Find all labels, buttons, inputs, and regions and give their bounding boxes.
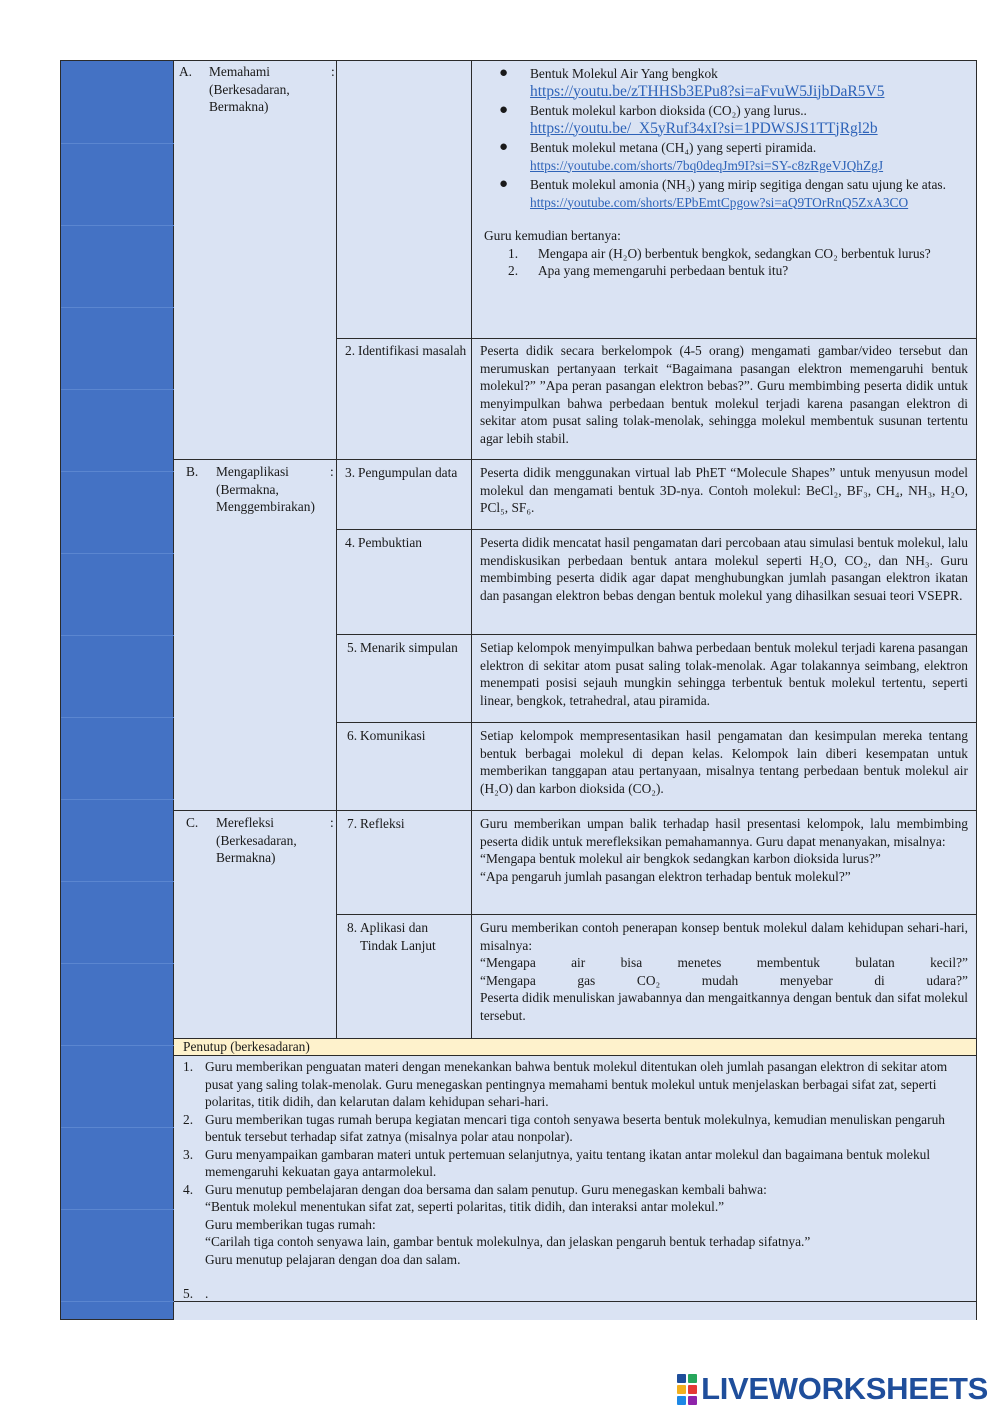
step-desc: Guru memberikan contoh penerapan konsep bentuk molekul dalam kehidupan sehari-hari, misalnya:: [480, 920, 968, 953]
penutup-number: 3.: [183, 1146, 194, 1162]
penutup-item: [174, 1285, 974, 1303]
step-number: 3.: [345, 465, 356, 480]
video-link[interactable]: https://youtu.be/_X5yRuf34xI?si=1PDWSJS1TTjRgl2b: [530, 119, 878, 137]
step-name: Aplikasi dan Tindak Lanjut: [360, 920, 436, 953]
penutup-line: Guru memberikan tugas rumah:: [205, 1216, 376, 1232]
step-quote: “Mengapa bentuk molekul air bengkok sedangkan karbon dioksida lurus?”: [480, 851, 881, 866]
step-quote: “Mengapa air bisa menetes membentuk bulatan kecil?”: [480, 955, 968, 970]
penutup-text: Guru memberikan penguatan materi dengan menekankan bahwa bentuk molekul ditentukan oleh jumlah pasangan elektron di sekitar atom pusat yang saling tolak-menolak. Guru menegaskan pentingnya memahami bentuk molekul untuk menjelaskan berbagai sifat zat, seperti polaritas, titik didih, dan kelarutan dalam kehidupan sehari-hari.: [205, 1059, 948, 1109]
step-quote: “Apa pengaruh jumlah pasangan elektron terhadap bentuk molekul?”: [480, 868, 851, 884]
step-desc-block: [480, 919, 968, 1024]
phase-colon: :: [330, 815, 334, 830]
video-list: [472, 65, 970, 211]
step-quote: “Mengapa gas CO₂ mudah menyebar di udara?”: [480, 972, 968, 988]
step-label: [345, 464, 467, 482]
question-number: 1.: [508, 245, 519, 261]
video-item: ● Bentuk molekul amonia (NH₃) yang mirip segitiga dengan satu ujung ke atas. https://youtube.com/shorts/EPbEmtCpgow?si=aQ9TOrRnQ5ZxA3CO: [472, 176, 970, 211]
step-number: 8.: [347, 920, 358, 935]
step-desc: Peserta didik mencatat hasil pengamatan dari percobaan atau simulasi bentuk molekul, lalu mendiskusikan perbedaan bentuk antara molekul seperti H₂O, CO₂, dan NH₃. Guru membimbing peserta didik agar dapat menghubungkan jumlah pasangan elektron ikatan dan pasangan elektron bebas dengan bentuk molekul yang dihasilkan sesuai teori VSEPR.: [480, 535, 968, 603]
penutup-item: [174, 1146, 974, 1181]
phase-colon: :: [331, 64, 335, 79]
penutup-line: “Bentuk molekul menentukan sifat zat, seperti polaritas, titik didih, dan interaksi antar molekul.”: [205, 1199, 725, 1214]
penutup-item: [174, 1058, 974, 1111]
step-label: [347, 815, 467, 833]
step-desc: Guru memberikan umpan balik terhadap hasil presentasi kelompok, lalu membimbing peserta didik untuk merefleksikan pemahamannya. Guru dapat menanyakan, misalnya:: [480, 816, 968, 849]
step-label: [345, 534, 467, 552]
step-name: Identifikasi masalah: [358, 343, 467, 358]
question-number: 2.: [508, 263, 519, 278]
step-number: 7.: [347, 816, 358, 831]
video-caption: Bentuk molekul metana (CH₄) yang seperti piramida.: [530, 140, 817, 155]
content-area: [174, 61, 976, 1301]
side-column: [61, 61, 174, 1319]
step-desc: Peserta didik secara berkelompok (4-5 orang) mengamati gambar/video tersebut dan merumuskan pertanyaan terkait “Bagaimana pasangan elektron memengaruhi bentuk molekul?” ”Apa peran pasangan elektron bebas?”. Guru membimbing peserta didik untuk menyimpulkan bahwa perbedaan bentuk molekul terjadi karena pasangan elektron di sekitar atom pusat saling tolak-menolak, sehingga molekul membentuk susunan tertentu agar lebih stabil.: [480, 343, 968, 446]
video-caption: Bentuk molekul karbon dioksida (CO₂) yang lurus..: [530, 103, 807, 118]
penutup-title: Penutup (berkesadaran): [174, 1038, 976, 1056]
question-text: Mengapa air (H₂O) berbentuk bengkok, sedangkan CO₂ berbentuk lurus?: [538, 245, 931, 261]
penutup-line: “Carilah tiga contoh senyawa lain, gambar bentuk molekulnya, dan jelaskan pengaruh bentuk terhadap sifatnya.”: [205, 1234, 811, 1249]
step-label: [347, 919, 467, 954]
penutup-text: Guru memberikan tugas rumah berupa kegiatan mencari tiga contoh senyawa beserta bentuk molekulnya, kemudian menuliskan pengaruh bentuk tersebut terhadap sifat zatnya (misalnya polar atau nonpolar).: [205, 1111, 945, 1144]
step-name: Menarik simpulan: [360, 640, 458, 655]
question-list: [482, 245, 970, 280]
penutup-text: Guru menutup pembelajaran dengan doa bersama dan salam penutup. Guru menegaskan kembali bahwa:: [205, 1181, 767, 1197]
phase-c: [186, 814, 334, 867]
step-desc: Setiap kelompok mempresentasikan hasil pengamatan dan kesimpulan mereka tentang bentuk berbagai molekul di depan kelas. Kelompok lain diberi kesempatan untuk memberikan tanggapan atau pertanyaan, misalnya tentang perbedaan bentuk molekul air (H₂O) dan karbon dioksida (CO₂).: [480, 728, 968, 796]
penutup-number: 1.: [183, 1059, 194, 1074]
phase-a: [179, 63, 334, 116]
video-item: ● Bentuk molekul karbon dioksida (CO₂) yang lurus.. https://youtu.be/_X5yRuf34xI?si=1PDWSJS1TTjRgl2b: [472, 102, 970, 137]
phase-sub: (Bermakna, Menggembirakan): [216, 481, 315, 514]
phase-letter: A.: [179, 64, 193, 79]
step-number: 4.: [345, 535, 356, 550]
lesson-table: [60, 60, 977, 1320]
step-tail: Peserta didik menuliskan jawabannya dan mengaitkannya dengan bentuk dan sifat molekul tersebut.: [480, 990, 968, 1023]
question-text: Apa yang memengaruhi perbedaan bentuk itu?: [538, 263, 789, 278]
step-number: 2.: [345, 343, 356, 358]
question-intro: Guru kemudian bertanya:: [484, 228, 621, 243]
phase-letter: B.: [186, 464, 199, 479]
phase-sub: (Berkesadaran, Bermakna): [209, 81, 290, 114]
phase-title: Memahami: [209, 64, 270, 79]
bottom-row: [174, 1301, 976, 1320]
penutup-body: [174, 1058, 974, 1303]
question-item: [482, 245, 968, 263]
video-item: ● Bentuk molekul metana (CH₄) yang seperti piramida. https://youtube.com/shorts/7bq0deqJm9I?si=SY-c8zRgeVJQhZgJ: [472, 139, 970, 174]
step-desc-block: [480, 815, 968, 885]
logo-blocks-icon: [677, 1374, 697, 1405]
step-name: Pengumpulan data: [358, 465, 458, 480]
penutup-number: 4.: [183, 1181, 194, 1197]
logo-text: LIVEWORKSHEETS: [701, 1371, 988, 1406]
video-caption: Bentuk Molekul Air Yang bengkok: [530, 66, 718, 81]
liveworksheets-logo: [677, 1371, 988, 1406]
step-name: Pembuktian: [358, 535, 422, 550]
penutup-line: .: [205, 1286, 209, 1301]
phase-sub: (Berkesadaran, Bermakna): [216, 832, 297, 865]
penutup-list: [174, 1058, 974, 1303]
video-item: ● Bentuk Molekul Air Yang bengkok https://youtu.be/zTHHSb3EPu8?si=aFvuW5JijbDaR5V5: [472, 65, 970, 100]
step-number: 5.: [347, 640, 358, 655]
intro-cell: [482, 65, 970, 280]
phase-title: Mengaplikasi: [216, 464, 289, 479]
step-name: Refleksi: [360, 816, 405, 831]
step-name: Komunikasi: [360, 728, 426, 743]
phase-letter: C.: [186, 815, 199, 830]
video-link[interactable]: https://youtube.com/shorts/7bq0deqJm9I?si=SY-c8zRgeVJQhZgJ: [530, 157, 884, 173]
phase-colon: :: [330, 464, 334, 479]
step-label: [347, 727, 467, 745]
step-number: 6.: [347, 728, 358, 743]
step-desc: Setiap kelompok menyimpulkan bahwa perbedaan bentuk molekul terjadi karena pasangan elektron di sekitar atom pusat saling tolak-menolak. Agar tolakannya seimbang, elektron menempati posisi sejauh mungkin sehingga terbentuk bentuk molekul tertentu, seperti linear, bengkok, tetrahedral, atau piramida.: [480, 640, 968, 708]
step-desc: Peserta didik menggunakan virtual lab PhET “Molecule Shapes” untuk menyusun model molekul dan mengamati bentuk 3D-nya. Contoh molekul: BeCl₂, BF₃, CH₄, NH₃, H₂O, PCl₅, SF₆.: [480, 465, 968, 515]
step-label: [345, 342, 467, 360]
penutup-line: Guru menutup pelajaran dengan doa dan salam.: [205, 1251, 461, 1267]
phase-b: [186, 463, 334, 516]
question-item: [482, 262, 970, 280]
penutup-number: 5.: [183, 1286, 194, 1301]
step-label: [347, 639, 467, 657]
video-link[interactable]: https://youtube.com/shorts/EPbEmtCpgow?si=aQ9TOrRnQ5ZxA3CO: [530, 194, 909, 210]
penutup-item: [174, 1111, 974, 1146]
video-caption: Bentuk molekul amonia (NH₃) yang mirip segitiga dengan satu ujung ke atas.: [530, 177, 946, 192]
penutup-text: Guru menyampaikan gambaran materi untuk pertemuan selanjutnya, yaitu tentang ikatan antar molekul dan bagaimana bentuk molekul memengaruhi kekuatan gaya antarmolekul.: [205, 1146, 931, 1179]
video-link[interactable]: https://youtu.be/zTHHSb3EPu8?si=aFvuW5JijbDaR5V5: [530, 82, 885, 100]
penutup-number: 2.: [183, 1111, 194, 1127]
penutup-item: [174, 1181, 974, 1269]
phase-title: Merefleksi: [216, 815, 275, 830]
